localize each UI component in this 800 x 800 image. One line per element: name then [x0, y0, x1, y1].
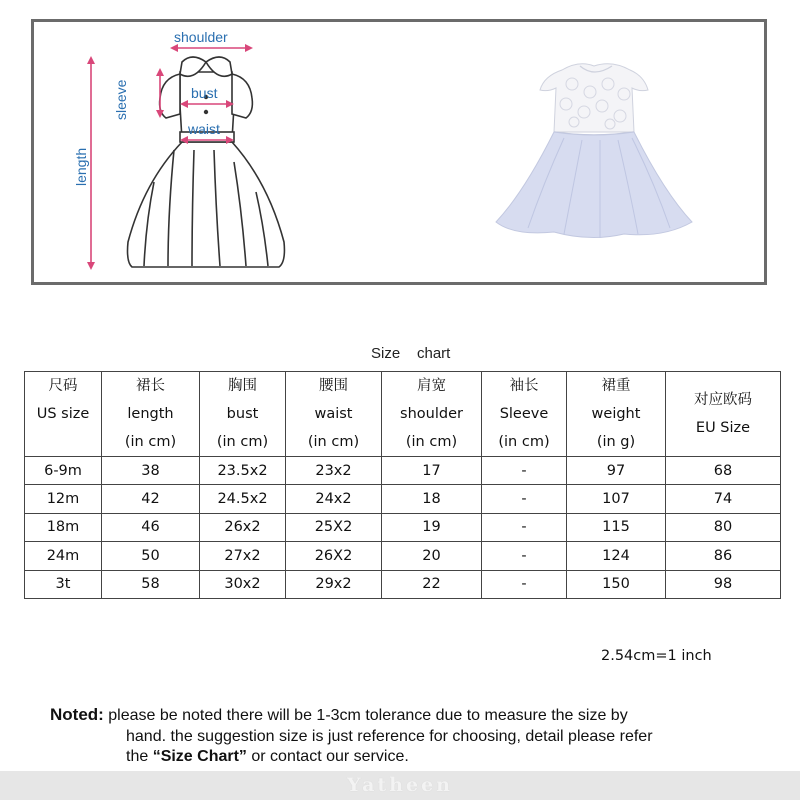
cell-weight: 97 [567, 457, 666, 485]
waist-label: waist [188, 121, 220, 137]
cell-bust: 24.5x2 [200, 485, 286, 513]
chart-title-word1: Size [371, 345, 401, 362]
cell-length: 46 [102, 513, 200, 541]
cell-sleeve: - [482, 542, 567, 570]
cell-shoulder: 22 [382, 570, 482, 598]
cell-weight: 107 [567, 485, 666, 513]
table-header-row [25, 372, 781, 457]
cell-waist: 24x2 [286, 485, 382, 513]
cell-shoulder: 18 [382, 485, 482, 513]
watermark-text: Yatheen [347, 774, 453, 796]
cell-weight: 124 [567, 542, 666, 570]
table-row [25, 570, 781, 598]
length-label: length [73, 147, 89, 186]
header-weight: 裙重 weight (in g) [567, 372, 666, 457]
header-sleeve: 袖长 Sleeve (in cm) [482, 372, 567, 457]
tolerance-note [50, 705, 770, 768]
shoulder-label: shoulder [174, 29, 228, 45]
table-row [25, 485, 781, 513]
cell-waist: 26X2 [286, 542, 382, 570]
header-waist: 腰围 waist (in cm) [286, 372, 382, 457]
header-shoulder: 肩宽 shoulder (in cm) [382, 372, 482, 457]
cell-length: 50 [102, 542, 200, 570]
note-line-1: please be noted there will be 1-3cm tolerance due to measure the size by [108, 707, 628, 724]
cell-bust: 30x2 [200, 570, 286, 598]
cell-length: 42 [102, 485, 200, 513]
cell-waist: 25X2 [286, 513, 382, 541]
cell-bust: 26x2 [200, 513, 286, 541]
cell-bust: 23.5x2 [200, 457, 286, 485]
note-line-2: hand. the suggestion size is just reference for choosing, detail please refer [126, 727, 653, 745]
cell-us-size: 6-9m [25, 457, 102, 485]
cell-us-size: 18m [25, 513, 102, 541]
cell-sleeve: - [482, 485, 567, 513]
chart-title-word2: chart [417, 345, 451, 362]
cell-eu-size: 74 [666, 485, 781, 513]
cell-bust: 27x2 [200, 542, 286, 570]
unit-conversion-note: 2.54cm=1 inch [601, 648, 712, 664]
cell-eu-size: 86 [666, 542, 781, 570]
cell-sleeve: - [482, 570, 567, 598]
cell-eu-size: 68 [666, 457, 781, 485]
note-line-3: the “Size Chart” or contact our service. [126, 748, 409, 765]
cell-length: 58 [102, 570, 200, 598]
header-us-size: 尺码 US size [25, 372, 102, 457]
table-row [25, 457, 781, 485]
size-chart-emphasis: “Size Chart” [152, 748, 247, 765]
cell-eu-size: 80 [666, 513, 781, 541]
cell-us-size: 12m [25, 485, 102, 513]
cell-length: 38 [102, 457, 200, 485]
note-label: Noted: [50, 705, 104, 724]
cell-us-size: 3t [25, 570, 102, 598]
watermark-bar [0, 771, 800, 800]
sleeve-label: sleeve [113, 79, 129, 120]
cell-shoulder: 19 [382, 513, 482, 541]
cell-eu-size: 98 [666, 570, 781, 598]
cell-sleeve: - [482, 457, 567, 485]
cell-shoulder: 20 [382, 542, 482, 570]
table-row [25, 542, 781, 570]
size-table [24, 371, 781, 599]
cell-shoulder: 17 [382, 457, 482, 485]
cell-us-size: 24m [25, 542, 102, 570]
table-row [25, 513, 781, 541]
bust-label: bust [191, 85, 218, 101]
header-eu-size: 对应欧码 EU Size [666, 372, 781, 457]
cell-weight: 150 [567, 570, 666, 598]
cell-weight: 115 [567, 513, 666, 541]
cell-waist: 23x2 [286, 457, 382, 485]
header-bust: 胸围 bust (in cm) [200, 372, 286, 457]
dress-photo [34, 22, 770, 288]
cell-waist: 29x2 [286, 570, 382, 598]
header-length: 裙长 length (in cm) [102, 372, 200, 457]
cell-sleeve: - [482, 513, 567, 541]
illustration-frame [31, 19, 767, 285]
